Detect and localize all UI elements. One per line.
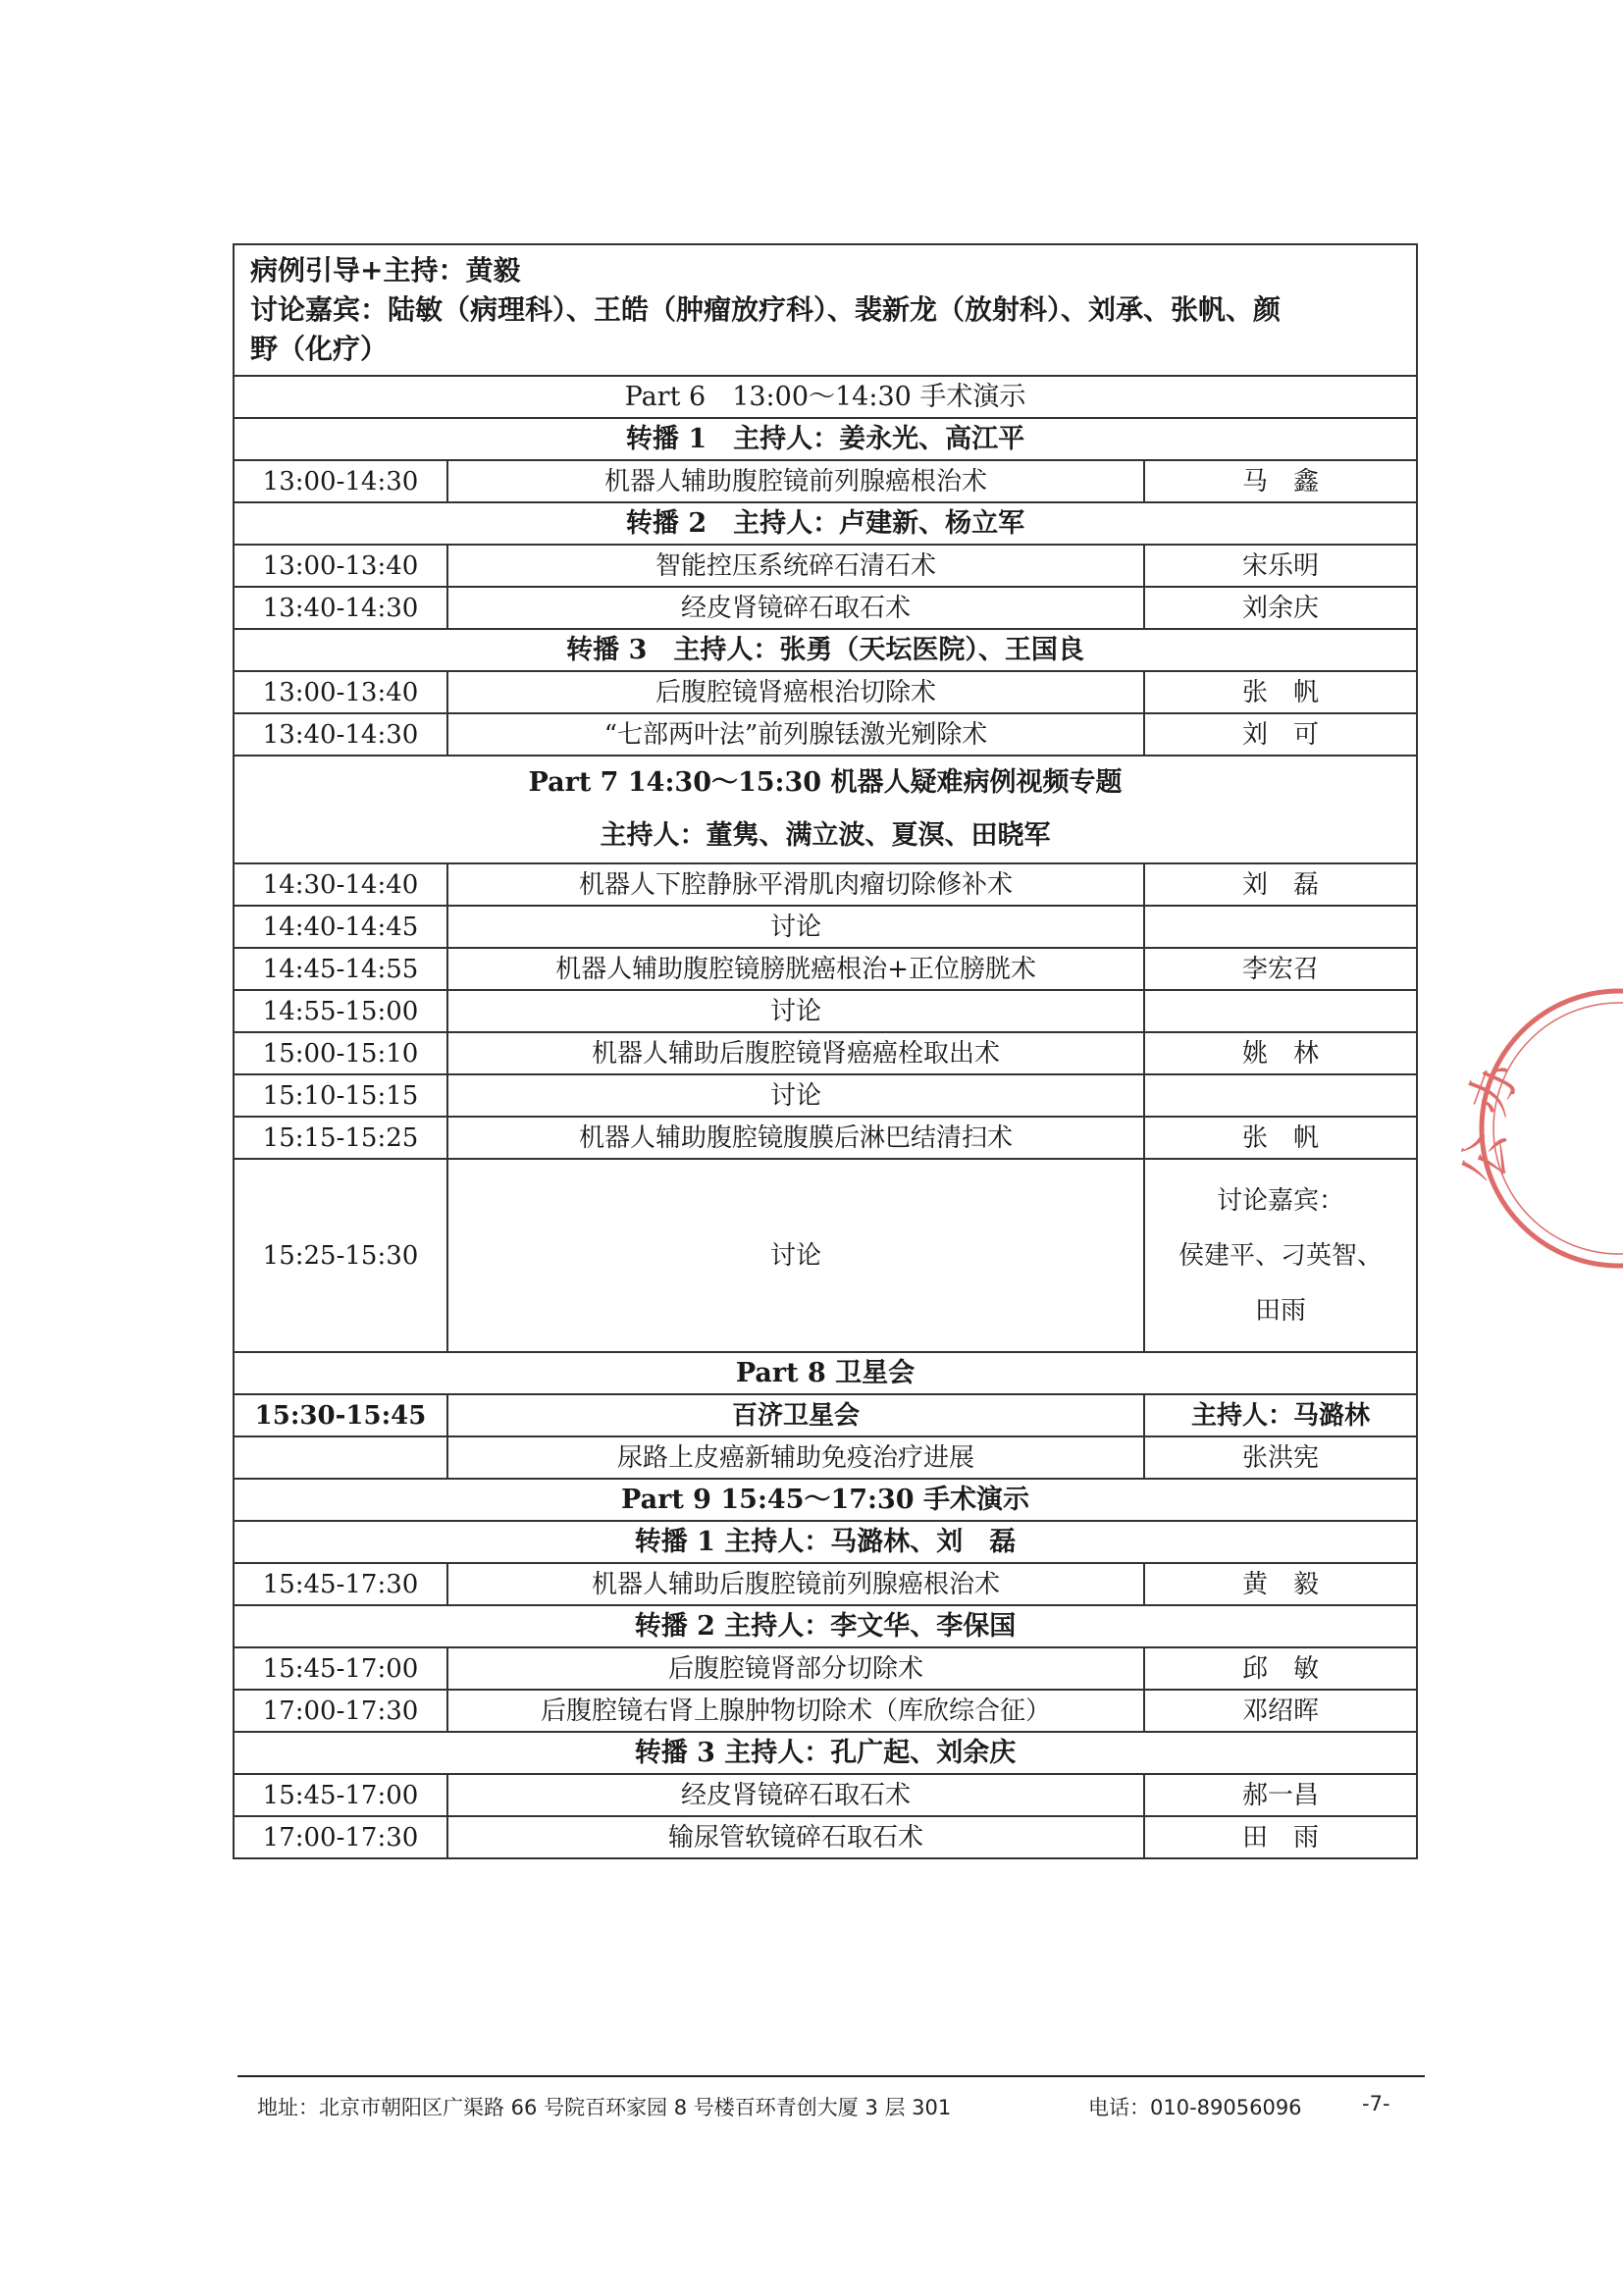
svg-text:办: 办 (1457, 1055, 1532, 1123)
table-row (234, 1647, 1417, 1690)
topic-cell: 机器人辅助后腹腔镜肾癌癌栓取出术 (447, 1032, 1144, 1074)
speaker-cell: 田 雨 (1144, 1816, 1417, 1858)
p9-b3-title: 转播 3 主持人：孔广起、刘余庆 (234, 1732, 1417, 1774)
topic-cell: “七部两叶法”前列腺铥激光剜除术 (447, 713, 1144, 756)
broadcast-header (234, 418, 1417, 460)
topic-cell: 后腹腔镜肾癌根治切除术 (447, 671, 1144, 713)
topic-cell: 讨论 (447, 1159, 1144, 1352)
time-cell: 15:30-15:45 (234, 1394, 447, 1436)
time-cell: 13:40-14:30 (234, 587, 447, 629)
p6-b3-title: 转播 3 主持人：张勇（天坛医院）、王国良 (234, 629, 1417, 671)
intro-guests: 讨论嘉宾：陆敏（病理科）、王皓（肿瘤放疗科）、裴新龙（放射科）、刘承、张帆、颜 (250, 293, 1282, 326)
part9-title: Part 9 15:45～17:30 手术演示 (234, 1479, 1417, 1521)
time-cell: 15:00-15:10 (234, 1032, 447, 1074)
topic-cell: 后腹腔镜右肾上腺肿物切除术（库欣综合征） (447, 1690, 1144, 1732)
part-header (234, 756, 1417, 863)
table-row (234, 906, 1417, 948)
topic-cell: 机器人辅助腹腔镜腹膜后淋巴结清扫术 (447, 1117, 1144, 1159)
time-cell: 13:00-13:40 (234, 545, 447, 587)
part6-title: Part 6 13:00～14:30 手术演示 (234, 376, 1417, 418)
time-cell: 13:00-14:30 (234, 460, 447, 502)
intro-cell (234, 244, 1417, 376)
time-cell: 15:15-15:25 (234, 1117, 447, 1159)
time-cell: 14:45-14:55 (234, 948, 447, 990)
table-row (234, 1032, 1417, 1074)
speaker-cell (1144, 1074, 1417, 1117)
topic-cell: 机器人辅助后腹腔镜前列腺癌根治术 (447, 1563, 1144, 1605)
topic-cell: 经皮肾镜碎石取石术 (447, 587, 1144, 629)
table-row (234, 1394, 1417, 1436)
part8-title: Part 8 卫星会 (234, 1352, 1417, 1394)
table-row (234, 1159, 1417, 1352)
speaker-cell: 姚 林 (1144, 1032, 1417, 1074)
table-row (234, 1563, 1417, 1605)
broadcast-header (234, 629, 1417, 671)
table-row (234, 460, 1417, 502)
schedule-table (233, 243, 1418, 1859)
time-cell: 14:55-15:00 (234, 990, 447, 1032)
speaker-cell: 刘余庆 (1144, 587, 1417, 629)
speaker-cell: 郝一昌 (1144, 1774, 1417, 1816)
part-header (234, 376, 1417, 418)
speaker-cell: 张 帆 (1144, 671, 1417, 713)
part7-title: Part 7 14:30～15:30 机器人疑难病例视频专题 (528, 767, 1123, 798)
speaker-cell: 邱 敏 (1144, 1647, 1417, 1690)
table-row (234, 1774, 1417, 1816)
table-row (234, 1436, 1417, 1479)
broadcast-header (234, 1521, 1417, 1563)
table-row (234, 1816, 1417, 1858)
footer-phone: 电话：010-89056096 (1088, 2096, 1302, 2119)
discussion-guests-names: 侯建平、刁英智、 (1178, 1240, 1384, 1271)
broadcast-header (234, 1732, 1417, 1774)
speaker-cell: 张 帆 (1144, 1117, 1417, 1159)
speaker-cell: 邓绍晖 (1144, 1690, 1417, 1732)
time-cell: 15:10-15:15 (234, 1074, 447, 1117)
topic-cell: 尿路上皮癌新辅助免疫治疗进展 (447, 1436, 1144, 1479)
speaker-cell (1144, 990, 1417, 1032)
table-row (234, 948, 1417, 990)
speaker-cell: 张洪宪 (1144, 1436, 1417, 1479)
time-cell: 15:45-17:00 (234, 1774, 447, 1816)
broadcast-header (234, 1605, 1417, 1647)
topic-cell: 输尿管软镜碎石取石术 (447, 1816, 1144, 1858)
intro-row (234, 244, 1417, 376)
time-cell: 17:00-17:30 (234, 1816, 447, 1858)
p6-b1-title: 转播 1 主持人：姜永光、高江平 (234, 418, 1417, 460)
time-cell: 13:40-14:30 (234, 713, 447, 756)
part7-hosts: 主持人：董隽、满立波、夏溟、田晓军 (600, 820, 1051, 851)
time-cell: 17:00-17:30 (234, 1690, 447, 1732)
topic-cell: 讨论 (447, 906, 1144, 948)
speaker-cell: 宋乐明 (1144, 545, 1417, 587)
time-cell: 13:00-13:40 (234, 671, 447, 713)
table-row (234, 863, 1417, 906)
time-cell (234, 1436, 447, 1479)
footer-address: 地址：北京市朝阳区广渠路 66 号院百环家园 8 号楼百环青创大厦 3 层 301 (257, 2096, 952, 2119)
table-row (234, 713, 1417, 756)
table-row (234, 1117, 1417, 1159)
speaker-cell: 刘 可 (1144, 713, 1417, 756)
topic-cell: 讨论 (447, 1074, 1144, 1117)
table-row (234, 990, 1417, 1032)
part-header (234, 1352, 1417, 1394)
topic-cell: 后腹腔镜肾部分切除术 (447, 1647, 1144, 1690)
speaker-cell: 主持人：马潞林 (1144, 1394, 1417, 1436)
table-row (234, 587, 1417, 629)
page-number: -7- (1362, 2092, 1390, 2115)
topic-cell: 智能控压系统碎石清石术 (447, 545, 1144, 587)
time-cell: 15:25-15:30 (234, 1159, 447, 1352)
speaker-cell: 马 鑫 (1144, 460, 1417, 502)
intro-guests-cont: 野（化疗） (250, 333, 389, 365)
time-cell: 14:40-14:45 (234, 906, 447, 948)
p6-b2-title: 转播 2 主持人：卢建新、杨立军 (234, 502, 1417, 545)
topic-cell: 机器人辅助腹腔镜膀胱癌根治+正位膀胱术 (447, 948, 1144, 990)
speaker-cell: 黄 毅 (1144, 1563, 1417, 1605)
speaker-cell (1144, 906, 1417, 948)
part7-header-cell (234, 756, 1417, 863)
topic-cell: 机器人辅助腹腔镜前列腺癌根治术 (447, 460, 1144, 502)
table-row (234, 545, 1417, 587)
table-row (234, 671, 1417, 713)
discussion-guests-label: 讨论嘉宾： (1217, 1185, 1345, 1216)
speaker-cell (1144, 1159, 1417, 1352)
table-row (234, 1690, 1417, 1732)
topic-cell: 机器人下腔静脉平滑肌肉瘤切除修补术 (447, 863, 1144, 906)
time-cell: 15:45-17:30 (234, 1563, 447, 1605)
page-footer (257, 2092, 1395, 2125)
red-seal-stamp (1452, 981, 1623, 1295)
topic-cell: 讨论 (447, 990, 1144, 1032)
part-header (234, 1479, 1417, 1521)
p9-b1-title: 转播 1 主持人：马潞林、刘 磊 (234, 1521, 1417, 1563)
p9-b2-title: 转播 2 主持人：李文华、李保国 (234, 1605, 1417, 1647)
discussion-guests-names-cont: 田雨 (1255, 1295, 1307, 1326)
footer-divider (237, 2075, 1425, 2077)
broadcast-header (234, 502, 1417, 545)
time-cell: 15:45-17:00 (234, 1647, 447, 1690)
topic-cell: 百济卫星会 (447, 1394, 1144, 1436)
time-cell: 14:30-14:40 (234, 863, 447, 906)
topic-cell: 经皮肾镜碎石取石术 (447, 1774, 1144, 1816)
speaker-cell: 刘 磊 (1144, 863, 1417, 906)
svg-text:公: 公 (1457, 1130, 1516, 1182)
speaker-cell: 李宏召 (1144, 948, 1417, 990)
table-row (234, 1074, 1417, 1117)
intro-host: 病例引导+主持：黄毅 (250, 254, 521, 287)
